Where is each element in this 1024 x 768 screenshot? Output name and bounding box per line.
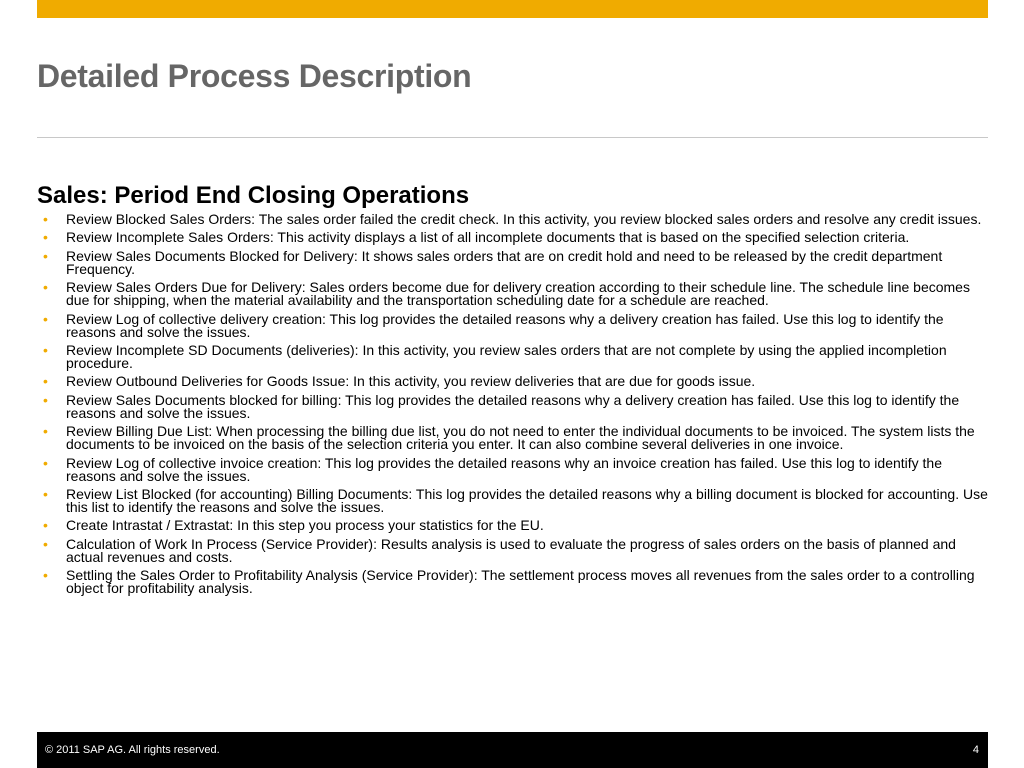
list-item [37, 281, 992, 307]
list-item [37, 391, 992, 421]
list-item [37, 454, 992, 484]
bullet-icon: • [43, 247, 48, 264]
bullet-icon: • [43, 454, 48, 471]
top-accent-bar [37, 0, 988, 18]
list-item [37, 535, 992, 565]
bullet-icon: • [43, 391, 48, 408]
bullet-text: Review Sales Documents blocked for billing: This log provides the detailed reasons why a delivery creation has failed. Use this log to identify the reasons and solve the issues. [66, 391, 960, 421]
bullet-icon: • [43, 485, 48, 502]
bullet-text: Review Billing Due List: When processing the billing due list, you do not need to enter the individual documents to be invoiced. The system lists the documents to be invoiced on the basis of the selection criteria you enter. It can also combine several deliveries in one invoice. [66, 423, 975, 453]
bullet-text: Review Log of collective delivery creation: This log provides the detailed reasons why a delivery creation has failed. Use this log to identify the reasons and solve the issues. [66, 310, 944, 340]
bullet-text: Review Blocked Sales Orders: The sales order failed the credit check. In this activity, you review blocked sales orders and resolve any credit issues. [66, 211, 982, 227]
page-number: 4 [972, 744, 979, 756]
bullet-icon: • [43, 279, 48, 296]
bullet-text: Settling the Sales Order to Profitability Analysis (Service Provider): The settlement process moves all revenues from the sales order to a controlling object for profitability analysis. [66, 567, 975, 597]
bullet-text: Review Incomplete SD Documents (deliveries): In this activity, you review sales orders that are not complete by using the applied incompletion procedure. [66, 341, 947, 371]
bullet-icon: • [43, 211, 48, 227]
page-title: Detailed Process Description [37, 58, 472, 94]
bullet-text: Review Outbound Deliveries for Goods Issue: In this activity, you review deliveries that are due for goods issue. [66, 373, 756, 390]
bullet-text: Calculation of Work In Process (Service Provider): Results analysis is used to evaluate the progress of sales orders on the basis of planned and actual revenues and costs. [66, 535, 956, 565]
bullet-list [37, 213, 992, 600]
bullet-icon: • [43, 517, 48, 534]
list-item [37, 485, 992, 515]
list-item [37, 425, 992, 451]
title-divider [37, 137, 988, 138]
bullet-text: Review Incomplete Sales Orders: This activity displays a list of all incomplete documents that is based on the specified selection criteria. [66, 229, 910, 246]
bullet-icon: • [43, 341, 48, 358]
section-heading: Sales: Period End Closing Operations [37, 182, 470, 209]
list-item [37, 247, 992, 277]
bullet-text: Review Sales Documents Blocked for Delivery: It shows sales orders that are on credit hold and need to be released by the credit department Frequency. [66, 247, 943, 277]
list-item [37, 341, 992, 371]
list-item [37, 231, 992, 244]
list-item [37, 375, 992, 388]
bullet-icon: • [43, 229, 48, 246]
bullet-icon: • [43, 373, 48, 390]
bullet-text: Create Intrastat / Extrastat: In this step you process your statistics for the EU. [66, 517, 544, 534]
bullet-icon: • [43, 423, 48, 440]
list-item [37, 569, 992, 595]
bullet-icon: • [43, 535, 48, 552]
bullet-icon: • [43, 567, 48, 584]
bullet-text: Review Log of collective invoice creation: This log provides the detailed reasons why an invoice creation has failed. Use this log to identify the reasons and solve the issues. [66, 454, 943, 484]
list-item [37, 310, 992, 340]
footer-bar [37, 732, 988, 768]
list-item [37, 519, 992, 532]
list-item [37, 213, 992, 226]
bullet-icon: • [43, 310, 48, 327]
copyright-text: © 2011 SAP AG. All rights reserved. [45, 744, 220, 756]
bullet-text: Review List Blocked (for accounting) Billing Documents: This log provides the detailed reasons why a billing document is blocked for accounting. Use this list to identify the reasons and solve the issues. [66, 485, 988, 515]
bullet-text: Review Sales Orders Due for Delivery: Sales orders become due for delivery creation according to their schedule line. The schedule line becomes due for shipping, when the material availability and the transportation scheduling date for a schedule are reached. [66, 279, 970, 309]
